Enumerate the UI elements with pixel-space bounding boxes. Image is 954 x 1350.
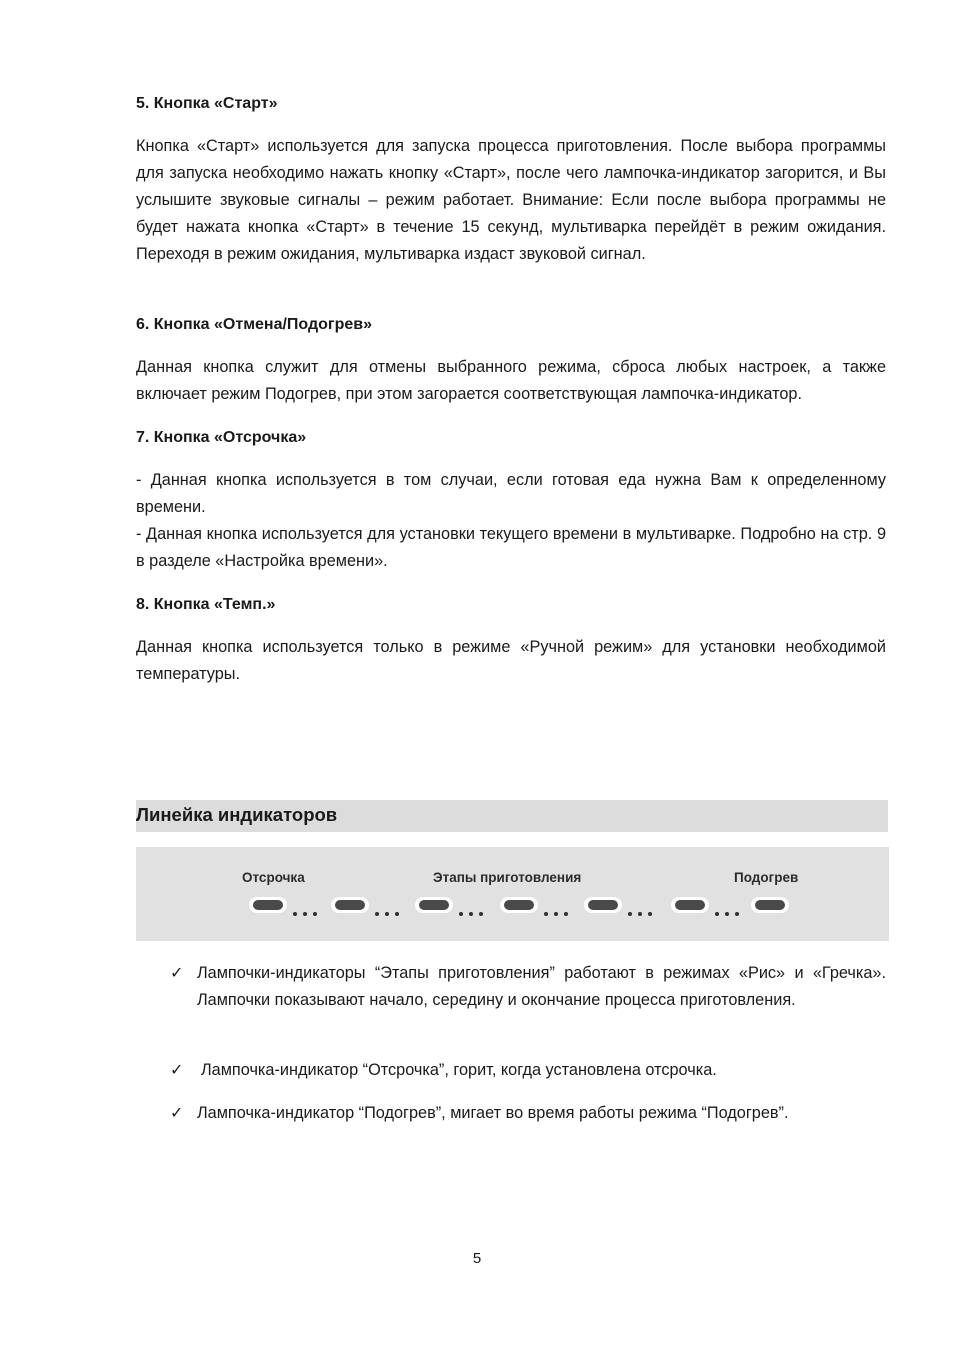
section-paragraph: Данная кнопка служит для отмены выбранного режима, сброса любых настроек, а также включает режим Подогрев, при этом загорается соответствующая лампочка-индикатор.: [136, 358, 886, 403]
section-cancel-paragraph-wrap: [136, 354, 886, 408]
label-cooking-stages: Этапы приготовления: [433, 870, 582, 885]
page-number: 5: [472, 1250, 482, 1267]
label-delay: Отсрочка: [242, 870, 305, 885]
indicator-dots: [293, 903, 323, 907]
indicator-lamp-stage-3: [500, 897, 538, 913]
section-temp-button: [136, 594, 886, 616]
section-title: 5. Кнопка «Старт»: [136, 95, 278, 112]
list-item-text: Лампочка-индикатор “Отсрочка”, горит, когда установлена отсрочка.: [201, 1061, 717, 1079]
section-title: 8. Кнопка «Темп.»: [136, 596, 276, 613]
list-item-text: Лампочки-индикаторы “Этапы приготовления” работают в режимах «Рис» и «Гречка». Лампочки показывают начало, середину и окончание процесса приготовления.: [197, 964, 886, 1009]
section-paragraph: - Данная кнопка используется для установки текущего времени в мультиварке. Подробно на стр. 9 в разделе «Настройка времени».: [136, 525, 886, 570]
section-title: 6. Кнопка «Отмена/Подогрев»: [136, 316, 372, 333]
indicator-lamp-delay: [249, 897, 287, 913]
section-paragraph: Данная кнопка используется только в режиме «Ручной режим» для установки необходимой температуры.: [136, 638, 886, 683]
section-delay-button: [136, 427, 886, 449]
indicator-lamp-warm: [751, 897, 789, 913]
section-paragraph: Кнопка «Старт» используется для запуска процесса приготовления. После выбора программы для запуска необходимо нажать кнопку «Старт», после чего лампочка-индикатор загорится, и Вы услышите звуковые сигналы – режим работает. Внимание: Если после выбора программы не будет нажата кнопка «Старт» в течение 15 секунд, мультиварка перейдёт в режим ожидания. Переходя в режим ожидания, мультиварка издаст звуковой сигнал.: [136, 137, 886, 263]
indicator-lamp-strip: [249, 895, 787, 915]
indicator-lamp-stage-4: [584, 897, 622, 913]
indicator-lamp-stage-2: [415, 897, 453, 913]
list-item: [170, 1057, 886, 1084]
list-item-text: Лампочка-индикатор “Подогрев”, мигает во время работы режима “Подогрев”.: [197, 1104, 789, 1122]
indicator-panel-illustration: [136, 847, 889, 941]
check-mark-icon: ✓: [170, 1062, 184, 1079]
indicator-section-band: [136, 800, 888, 832]
section-delay-paragraph-wrap: [136, 467, 886, 575]
indicator-dots: [544, 903, 574, 907]
section-title: 7. Кнопка «Отсрочка»: [136, 429, 307, 446]
indicator-dots: [715, 903, 745, 907]
indicator-dots: [628, 903, 658, 907]
indicator-lamp-stage-1: [331, 897, 369, 913]
check-mark-icon: ✓: [170, 1105, 184, 1122]
section-start-button: [136, 93, 886, 115]
indicator-dots: [375, 903, 405, 907]
list-item: [170, 960, 886, 1014]
label-warm: Подогрев: [734, 870, 799, 885]
list-item: [170, 1100, 886, 1127]
check-mark-icon: ✓: [170, 965, 184, 982]
section-temp-paragraph-wrap: [136, 634, 886, 688]
section-cancel-warm-button: [136, 314, 886, 336]
indicator-dots: [459, 903, 489, 907]
section-start-paragraph-wrap: [136, 133, 886, 268]
indicator-section-heading: Линейка индикаторов: [136, 804, 338, 825]
section-paragraph: - Данная кнопка используется в том случаи, если готовая еда нужна Вам к определенному времени.: [136, 471, 886, 516]
indicator-lamp-stage-5: [671, 897, 709, 913]
